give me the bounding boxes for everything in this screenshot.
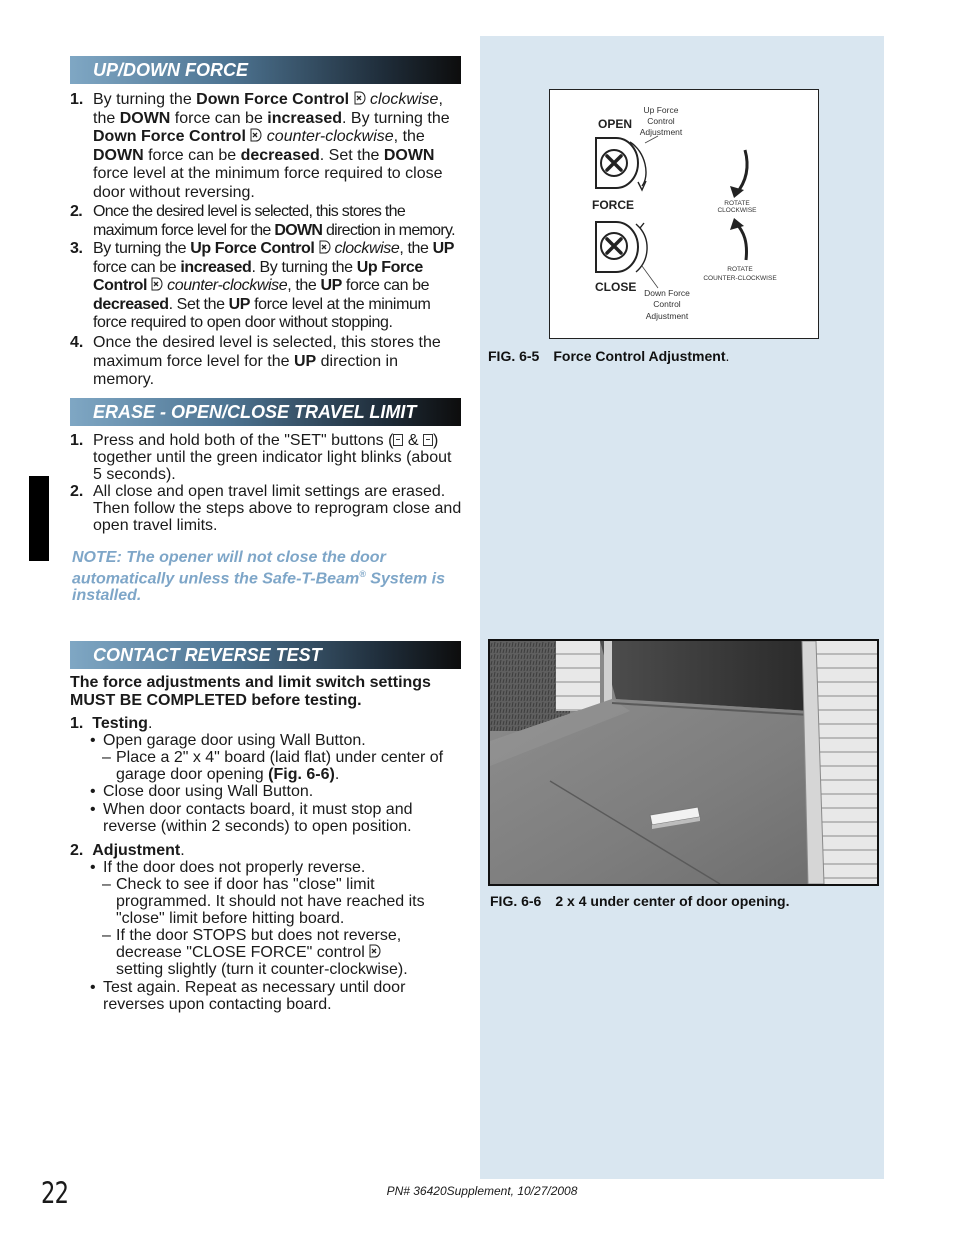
down-force-label-line: Control xyxy=(653,299,681,309)
list-item: – If the door STOPS but does not reverse, decrease "CLOSE FORCE" control setting slightly (turn it counter-clockwise). xyxy=(102,927,408,978)
testing-heading: 1. Testing. xyxy=(70,715,153,732)
control-dial-icon xyxy=(250,128,262,142)
list-item: – Check to see if door has "close" limit programmed. It should not have reached its "close" limit before hitting board. xyxy=(102,876,425,927)
close-label: CLOSE xyxy=(595,280,637,294)
list-item: – Place a 2" x 4" board (laid flat) under center of garage door opening (Fig. 6-6). xyxy=(102,749,444,783)
force-label: FORCE xyxy=(592,198,634,212)
down-force-label-line: Down Force xyxy=(644,288,690,298)
footer-part-number: PN# 36420Supplement, 10/27/2008 xyxy=(386,1184,578,1198)
rotate-counter-clockwise-label: COUNTER-CLOCKWISE xyxy=(703,275,777,282)
up-force-label-line: Up Force xyxy=(643,105,679,115)
rotate-clockwise-label: ROTATE xyxy=(724,200,750,207)
note-safe-t-beam: NOTE: The opener will not close the door automatically unless the Safe-T-Beam® System is installed. xyxy=(72,549,445,605)
page-number: 22 xyxy=(41,1176,69,1210)
up-force-label-line: Control xyxy=(647,116,675,126)
rotate-clockwise-arrow-icon xyxy=(730,150,747,198)
up-force-control-dial-icon xyxy=(596,136,658,190)
step-number: 2. xyxy=(70,483,84,500)
up-force-label-line: Adjustment xyxy=(639,127,683,137)
force-step-4: 4. Once the desired level is selected, this stores the maximum force level for the UP direction in memory. xyxy=(70,334,441,388)
section-header-up-down-force: UP/DOWN FORCE xyxy=(70,56,461,84)
figure-6-6-caption: FIG. 6-6 2 x 4 under center of door opening. xyxy=(490,893,790,909)
list-item: • Close door using Wall Button. xyxy=(90,783,314,800)
force-step-2: 2. Once the desired level is selected, this stores the maximum force level for the DOWN direction in memory. xyxy=(70,203,455,239)
down-force-control-dial-icon xyxy=(596,222,658,288)
list-item: • When door contacts board, it must stop and reverse (within 2 seconds) to open position. xyxy=(90,801,413,835)
contact-lead-text: The force adjustments and limit switch settings MUST BE COMPLETED before testing. xyxy=(70,674,431,709)
step-number: 1. xyxy=(70,432,84,449)
section-header-erase-travel-limit: ERASE - OPEN/CLOSE TRAVEL LIMIT xyxy=(70,398,461,426)
erase-step-2: 2. All close and open travel limit settings are erased. Then follow the steps above to reprogram close and open travel limits. xyxy=(70,483,462,534)
rotate-counter-clockwise-label: ROTATE xyxy=(727,266,753,273)
control-dial-icon xyxy=(369,944,381,958)
open-label: OPEN xyxy=(598,117,633,131)
photo-board-under-door xyxy=(488,639,879,886)
down-force-label-line: Adjustment xyxy=(645,311,689,321)
list-item: • Test again. Repeat as necessary until door reverses upon contacting board. xyxy=(90,979,406,1013)
step-number: 1. xyxy=(70,91,84,108)
figure-force-control-adjustment xyxy=(549,89,819,339)
erase-step-1: 1. Press and hold both of the "SET" buttons ( & ) together until the green indicator light blinks (about 5 seconds). xyxy=(70,432,452,483)
list-item: • If the door does not properly reverse. xyxy=(90,859,366,876)
adjustment-heading: 2. Adjustment. xyxy=(70,842,185,859)
control-dial-icon xyxy=(319,240,331,254)
figure-6-5-caption: FIG. 6-5 Force Control Adjustment. xyxy=(488,348,730,364)
rotate-clockwise-label: CLOCKWISE xyxy=(717,207,757,214)
step-number: 3. xyxy=(70,240,83,257)
section-tab-marker xyxy=(29,476,49,561)
set-button-icon xyxy=(393,434,403,446)
force-step-3: 3. By turning the Up Force Control clockwise, the UP force can be increased. By turning the Up Force Control counter-clockwise, the UP force can be decreased. Set the UP force level at the minimum force required to open door without stopping. xyxy=(70,240,455,331)
section-header-contact-reverse-test: CONTACT REVERSE TEST xyxy=(70,641,461,669)
set-button-icon xyxy=(423,434,433,446)
step-number: 2. xyxy=(70,203,82,220)
control-dial-icon xyxy=(151,277,163,291)
list-item: • Open garage door using Wall Button. xyxy=(90,732,366,749)
rotate-counter-clockwise-arrow-icon xyxy=(730,218,747,260)
control-dial-icon xyxy=(354,91,366,105)
step-number: 4. xyxy=(70,334,84,351)
force-step-1: 1. By turning the Down Force Control clockwise, the DOWN force can be increased. By turning the Down Force Control counter-clockwise, the DOWN force can be decreased. Set the DOWN force level at the minimum force required to close door without reversing. xyxy=(70,91,450,201)
